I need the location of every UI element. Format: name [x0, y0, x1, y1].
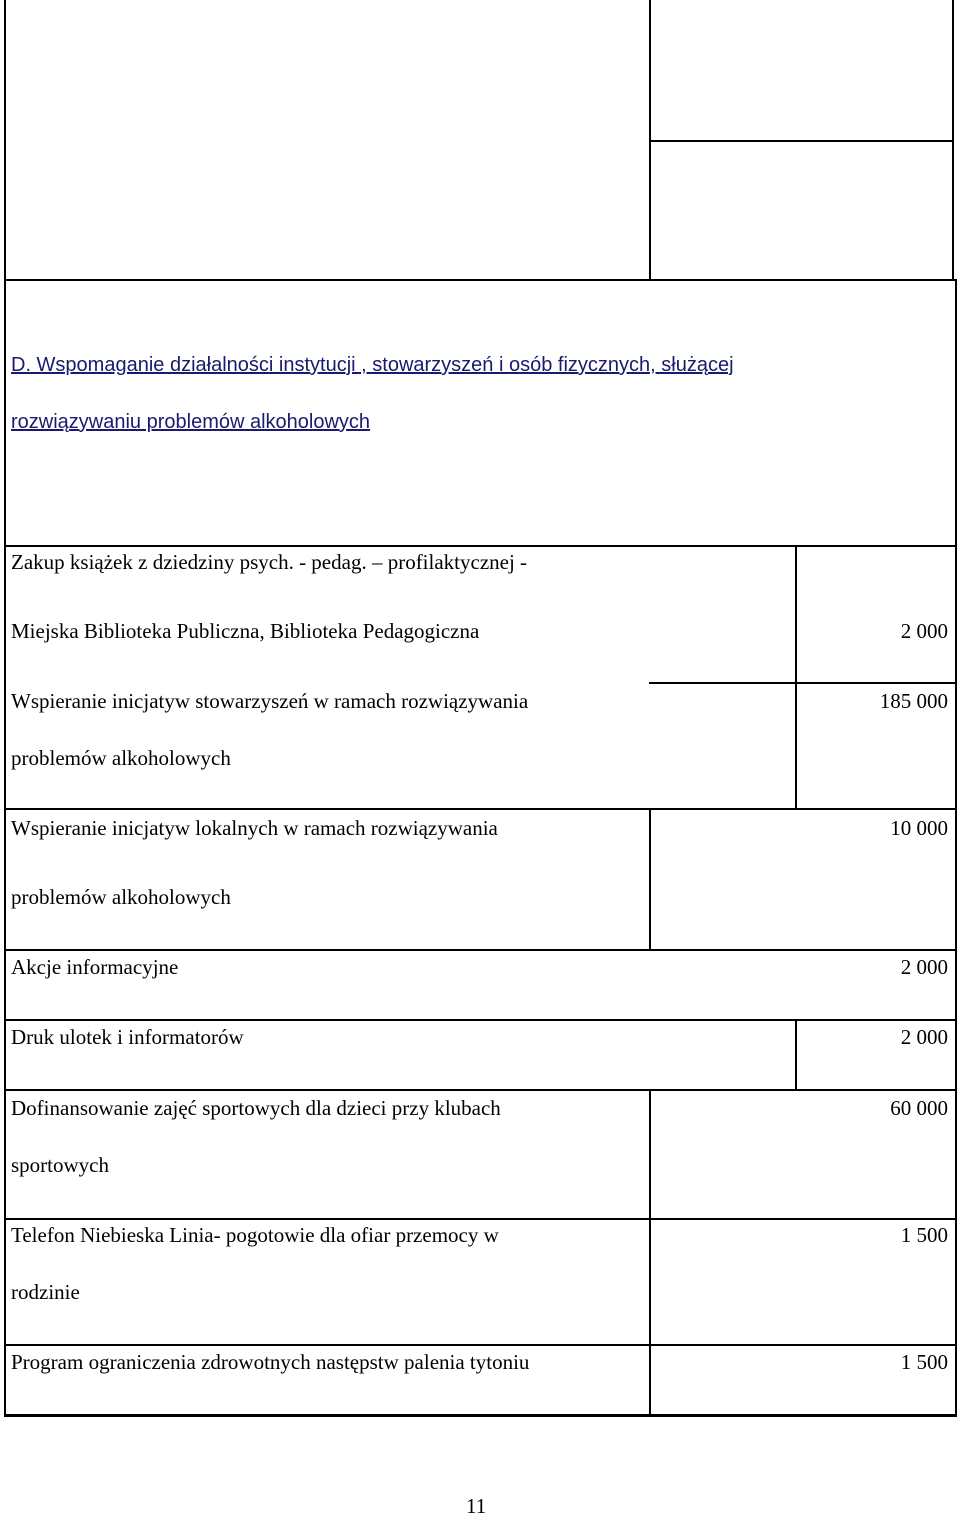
table-border — [649, 140, 954, 142]
table-border — [955, 279, 957, 1417]
row-amount: 2 000 — [900, 955, 948, 979]
table-border — [4, 545, 957, 547]
row-amount: 2 000 — [900, 1025, 948, 1049]
row-description: Program ograniczenia zdrowotnych następstw palenia tytoniu — [11, 1350, 530, 1374]
table-border — [4, 1019, 957, 1021]
row-description: Druk ulotek i informatorów — [11, 1025, 244, 1049]
table-border — [4, 0, 6, 1417]
section-heading: D. Wspomaganie działalności instytucji , stowarzyszeń i osób fizycznych, służącej — [11, 354, 734, 376]
row-amount: 185 000 — [879, 689, 948, 713]
row-amount: 60 000 — [890, 1096, 948, 1120]
row-amount: 2 000 — [900, 619, 948, 643]
table-border — [4, 1089, 957, 1091]
table-border — [4, 808, 957, 810]
table-border — [4, 1414, 957, 1417]
table-border — [795, 682, 797, 809]
row-description-continued: problemów alkoholowych — [11, 885, 231, 909]
table-border — [649, 1089, 651, 1416]
row-description: Dofinansowanie zajęć sportowych dla dzieci przy klubach — [11, 1096, 501, 1120]
row-amount: 1 500 — [900, 1350, 948, 1374]
table-border — [795, 545, 797, 683]
row-description-continued: rodzinie — [11, 1280, 80, 1304]
row-description: Wspieranie inicjatyw lokalnych w ramach rozwiązywania — [11, 816, 498, 840]
table-border — [4, 279, 956, 281]
table-border — [4, 1344, 957, 1346]
table-border — [4, 1218, 957, 1220]
row-description: Zakup książek z dziedziny psych. - pedag. – profilaktycznej - — [11, 550, 528, 574]
row-description-continued: problemów alkoholowych — [11, 746, 231, 770]
table-border — [649, 682, 956, 684]
row-description: Telefon Niebieska Linia- pogotowie dla ofiar przemocy w — [11, 1223, 499, 1247]
row-amount: 10 000 — [890, 816, 948, 840]
page-number: 11 — [466, 1494, 487, 1518]
table-border — [4, 949, 957, 951]
section-heading-continued: rozwiązywaniu problemów alkoholowych — [11, 411, 371, 433]
row-description-continued: Miejska Biblioteka Publiczna, Biblioteka Pedagogiczna — [11, 619, 480, 643]
table-border — [649, 808, 651, 950]
row-description: Wspieranie inicjatyw stowarzyszeń w ramach rozwiązywania — [11, 689, 529, 713]
row-description-continued: sportowych — [11, 1153, 109, 1177]
row-amount: 1 500 — [900, 1223, 948, 1247]
row-description: Akcje informacyjne — [11, 955, 179, 979]
table-border — [795, 1019, 797, 1090]
